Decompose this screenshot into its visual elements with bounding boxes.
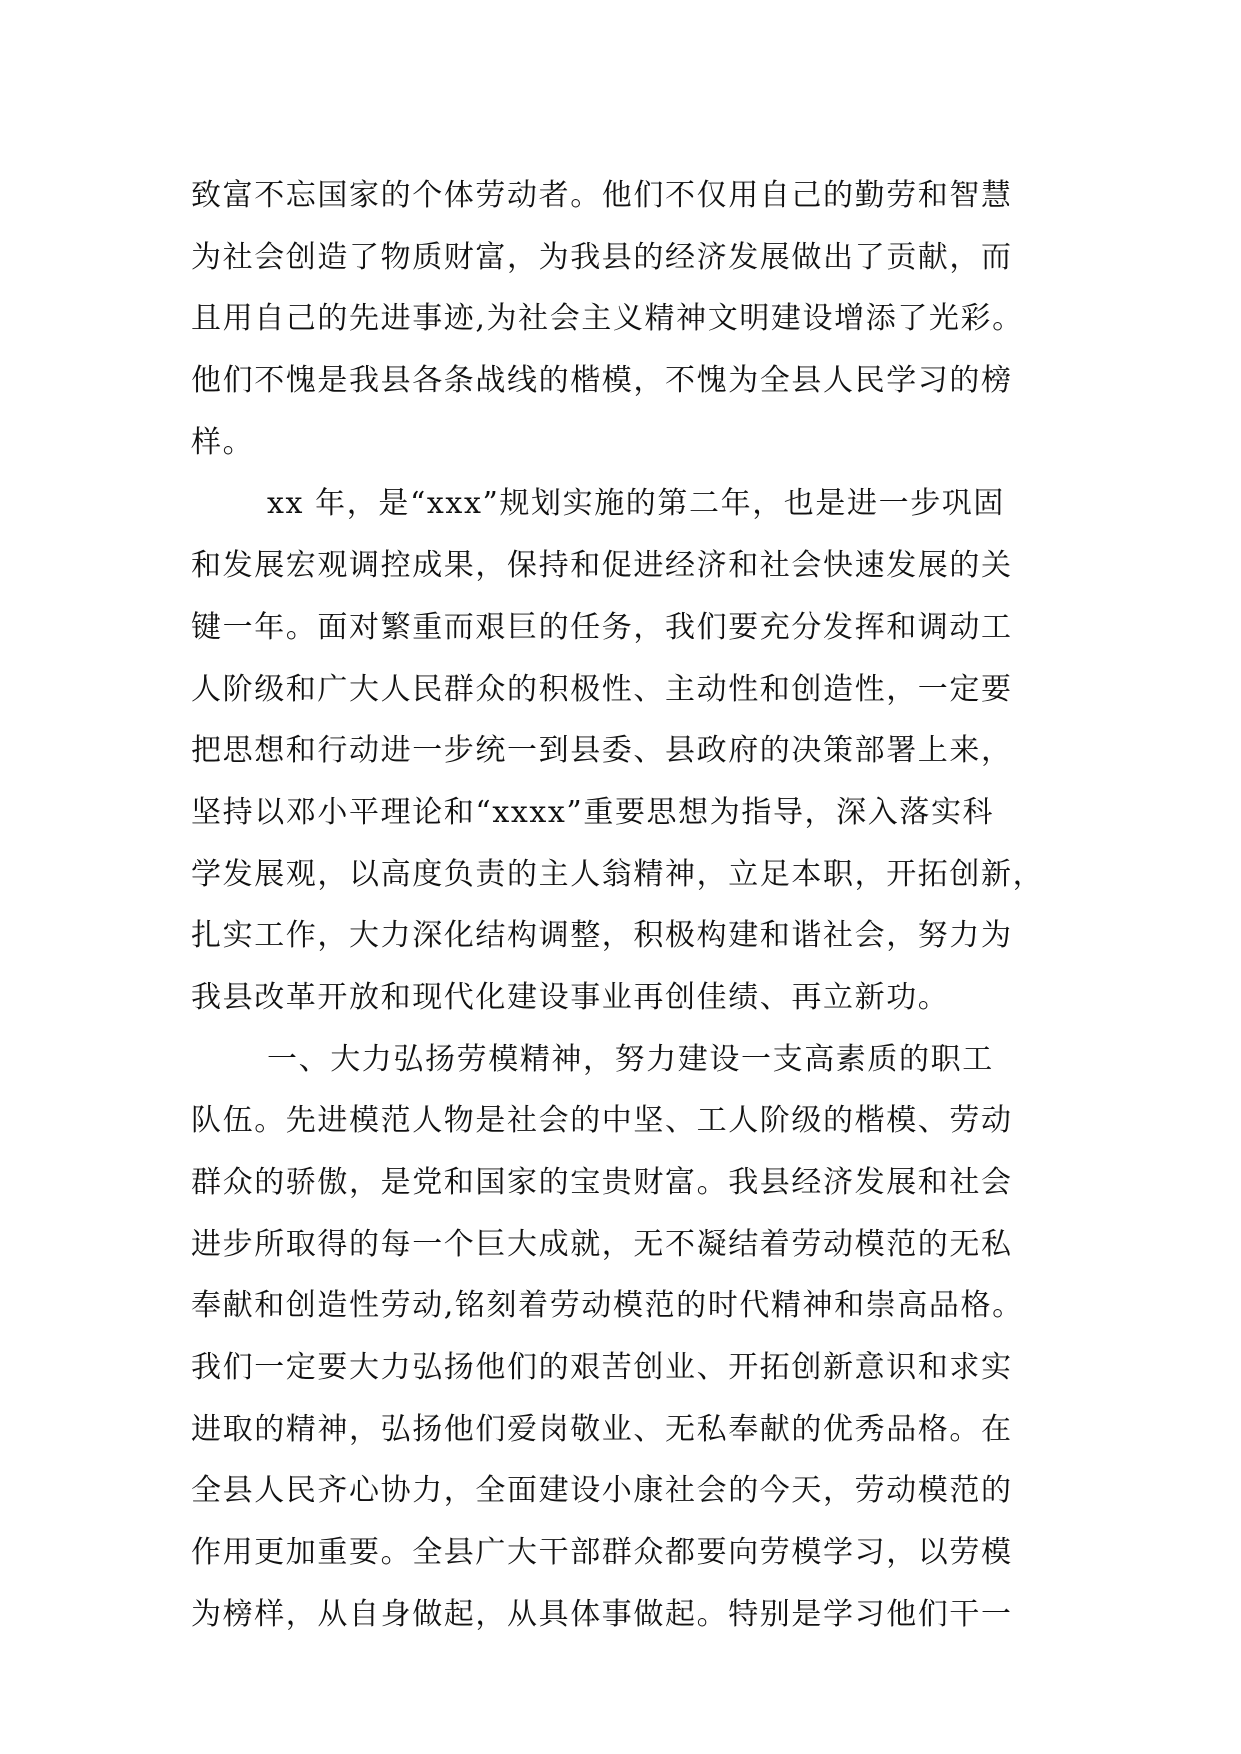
text-line: 和发展宏观调控成果，保持和促进经济和社会快速发展的关 xyxy=(191,548,1013,584)
paragraph xyxy=(191,165,1051,473)
text-line: 键一年。面对繁重而艰巨的任务，我们要充分发挥和调动工 xyxy=(191,609,1013,645)
text-line: 全县人民齐心协力，全面建设小康社会的今天，劳动模范的 xyxy=(191,1473,1013,1509)
text-line: 进取的精神，弘扬他们爱岗敬业、无私奉献的优秀品格。在 xyxy=(191,1411,1013,1447)
text-line: 奉献和创造性劳动,铭刻着劳动模范的时代精神和崇高品格。 xyxy=(191,1288,1024,1324)
paragraph xyxy=(191,473,1051,1028)
text-line: 坚持以邓小平理论和“xxxx”重要思想为指导，深入落实科 xyxy=(191,794,995,830)
text-line: 学发展观，以高度负责的主人翁精神，立足本职，开拓创新， xyxy=(191,856,1045,892)
paragraph xyxy=(191,1029,1051,1646)
text-line: 为榜样，从自身做起，从具体事做起。特别是学习他们干一 xyxy=(191,1596,1013,1632)
text-line: 且用自己的先进事迹,为社会主义精神文明建设增添了光彩。 xyxy=(191,301,1024,337)
text-line: 人阶级和广大人民群众的积极性、主动性和创造性，一定要 xyxy=(191,671,1013,707)
text-line: 我县改革开放和现代化建设事业再创佳绩、再立新功。 xyxy=(191,979,950,1015)
text-line: 致富不忘国家的个体劳动者。他们不仅用自己的勤劳和智慧 xyxy=(191,178,1013,213)
text-line: 进步所取得的每一个巨大成就，无不凝结着劳动模范的无私 xyxy=(191,1226,1013,1262)
text-line: 为社会创造了物质财富，为我县的经济发展做出了贡献，而 xyxy=(191,239,1013,275)
text-line: 我们一定要大力弘扬他们的艰苦创业、开拓创新意识和求实 xyxy=(191,1350,1013,1386)
text-line: 群众的骄傲，是党和国家的宝贵财富。我县经济发展和社会 xyxy=(191,1165,1013,1200)
text-line: 把思想和行动进一步统一到县委、县政府的决策部署上来， xyxy=(191,733,1013,769)
document-body xyxy=(191,165,1051,1646)
text-line: 扎实工作，大力深化结构调整，积极构建和谐社会，努力为 xyxy=(191,918,1013,954)
text-line: 一、大力弘扬劳模精神，努力建设一支高素质的职工 xyxy=(267,1041,994,1077)
text-line: 他们不愧是我县各条战线的楷模，不愧为全县人民学习的榜 xyxy=(191,363,1013,399)
text-line: 队伍。先进模范人物是社会的中坚、工人阶级的楷模、劳动 xyxy=(191,1103,1013,1139)
text-line: 样。 xyxy=(191,424,255,460)
text-line: 作用更加重要。全县广大干部群众都要向劳模学习，以劳模 xyxy=(191,1535,1013,1571)
text-line: xx 年，是“xxx”规划实施的第二年，也是进一步巩固 xyxy=(267,486,1006,522)
